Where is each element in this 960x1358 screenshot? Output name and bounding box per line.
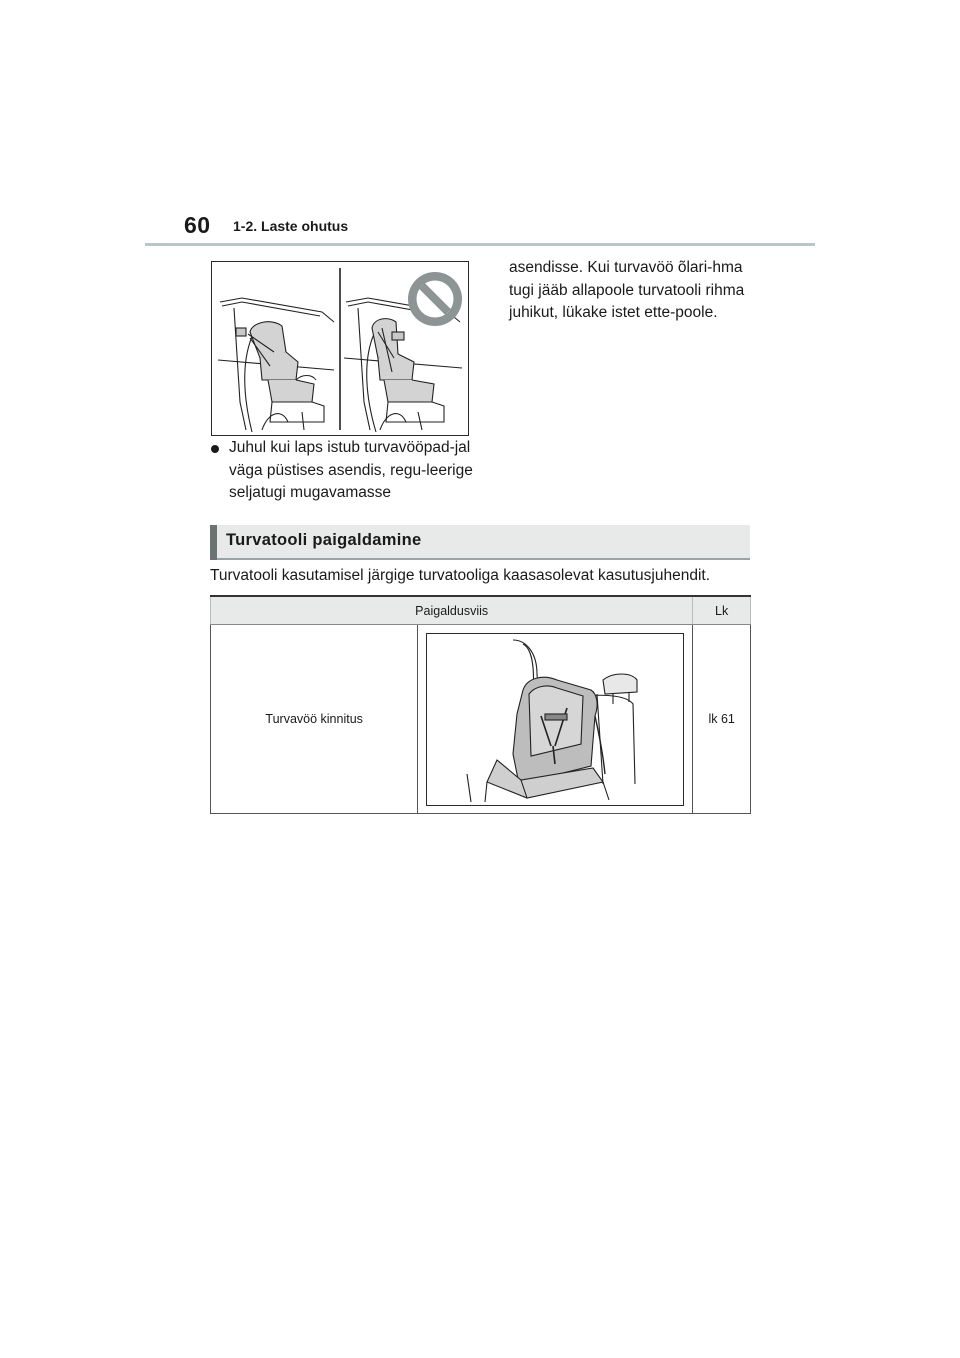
section-title: 1-2. Laste ohutus: [233, 218, 349, 234]
bullet-text: Juhul kui laps istub turvavööpad-jal väga püstises asendis, regu-leerige seljatugi mugavamasse: [229, 439, 473, 501]
child-seat-illustration: [426, 633, 684, 806]
header-divider: [145, 243, 815, 246]
column-header-method: Paigaldusviis: [211, 596, 693, 625]
prohibited-icon: [408, 272, 462, 326]
intro-text: Turvatooli kasutamisel järgige turvatooliga kaasasolevat kasutusjuhendit.: [210, 567, 711, 584]
page-number: 60: [184, 212, 211, 238]
installation-table: [210, 595, 751, 814]
bullet-dot-icon: [211, 445, 219, 453]
right-column-text: asendisse. Kui turvavöö õlari-hma tugi jääb allapoole turvatooli rihma juhikut, lükake istet ette-poole.: [509, 259, 745, 321]
column-header-page: Lk: [693, 596, 751, 625]
page-ref-cell: lk 61: [693, 625, 751, 814]
seat-position-illustration: [211, 261, 469, 436]
table-row: [211, 625, 751, 814]
bullet-item: [211, 437, 473, 505]
method-illustration-cell: [418, 625, 693, 814]
section-subheading: [210, 525, 750, 560]
table-header-row: [211, 596, 751, 625]
subheading-accent-bar: [210, 525, 217, 560]
method-cell: Turvavöö kinnitus: [211, 625, 418, 814]
subheading-title: Turvatooli paigaldamine: [226, 531, 422, 549]
